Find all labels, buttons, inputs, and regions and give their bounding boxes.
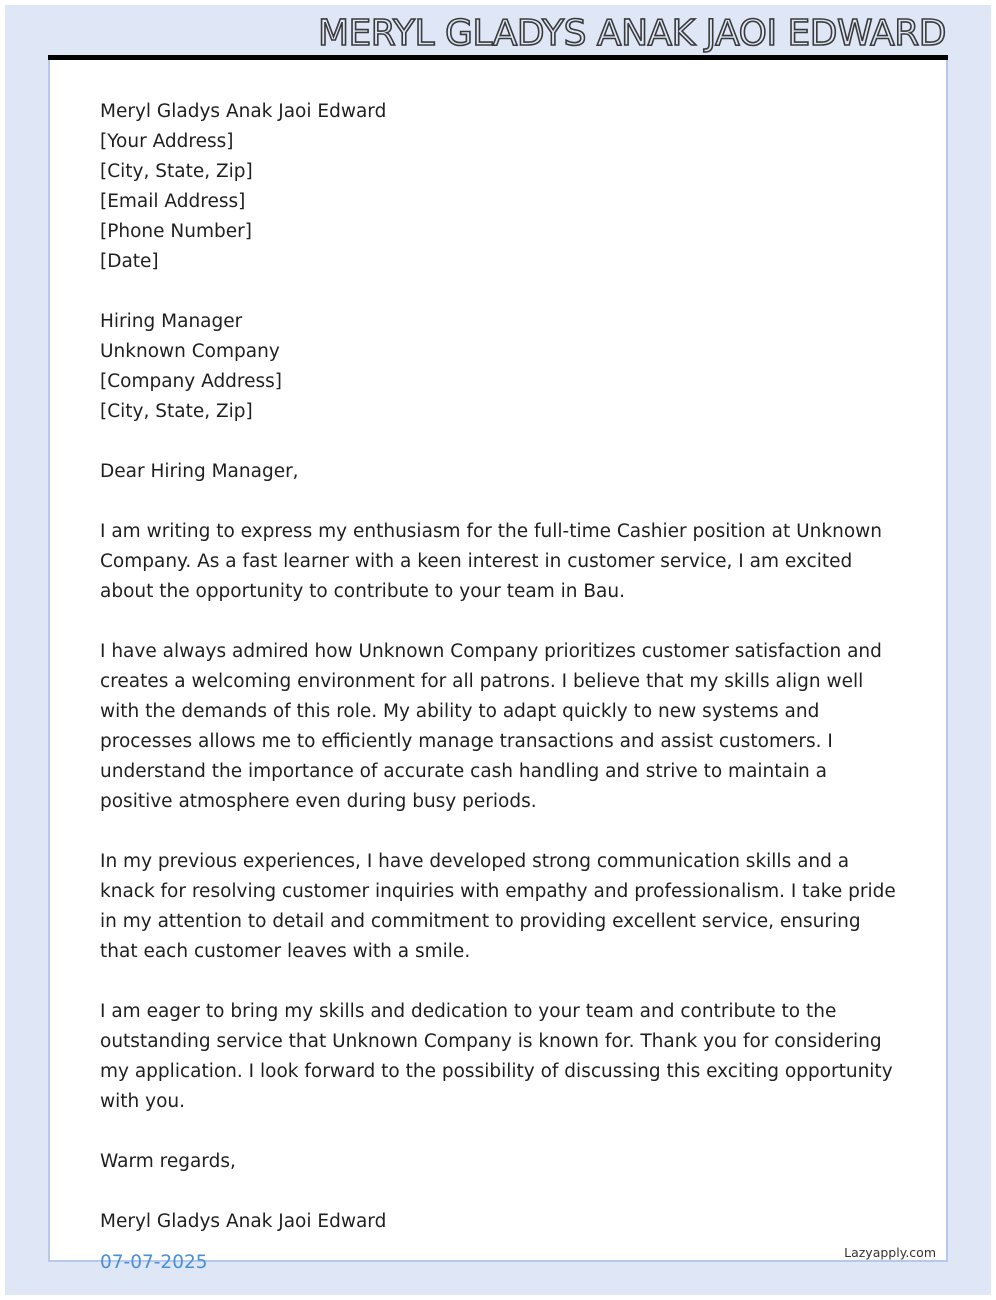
- recipient-company: Unknown Company: [100, 341, 280, 362]
- body-paragraph-1: I am writing to express my enthusiasm for the full-time Cashier position at Unknown Company. As a fast learner with a keen interest in customer service, I am excited about the opportunity to contribute to your team in Bau.: [100, 521, 883, 602]
- salutation: Dear Hiring Manager,: [100, 461, 299, 482]
- sender-city-state-zip: [City, State, Zip]: [100, 161, 253, 182]
- recipient-title: Hiring Manager: [100, 311, 243, 332]
- recipient-address: [Company Address]: [100, 371, 283, 392]
- cover-letter: [100, 97, 900, 1237]
- header-rule: [48, 55, 948, 60]
- body-paragraph-3: In my previous experiences, I have developed strong communication skills and a knack for resolving customer inquiries with empathy and professionalism. I take pride in my attention to detail and commitment to providing excellent service, ensuring that each customer leaves with a smile.: [100, 851, 896, 962]
- sender-phone: [Phone Number]: [100, 221, 252, 242]
- sender-email: [Email Address]: [100, 191, 246, 212]
- header-name: MERYL GLADYS ANAK JAOI EDWARD: [317, 13, 946, 54]
- sender-date: [Date]: [100, 251, 159, 272]
- sender-address: [Your Address]: [100, 131, 234, 152]
- signature-name: Meryl Gladys Anak Jaoi Edward: [100, 1211, 387, 1232]
- watermark-text[interactable]: Lazyapply.com: [844, 1245, 936, 1260]
- recipient-city-state-zip: [City, State, Zip]: [100, 401, 253, 422]
- body-paragraph-4: I am eager to bring my skills and dedication to your team and contribute to the outstanding service that Unknown Company is known for. Thank you for considering my application. I look forward to the possibility of discussing this exciting opportunity with you.: [100, 1001, 893, 1112]
- sender-name: Meryl Gladys Anak Jaoi Edward: [100, 101, 387, 122]
- sender-block: [100, 97, 900, 277]
- body-paragraph-2: I have always admired how Unknown Company prioritizes customer satisfaction and creates a welcoming environment for all patrons. I believe that my skills align well with the demands of this role. My ability to adapt quickly to new systems and processes allows me to efficiently manage transactions and assist customers. I understand the importance of accurate cash handling and strive to maintain a positive atmosphere even during busy periods.: [100, 641, 882, 812]
- footer-date: 07-07-2025: [100, 1252, 208, 1273]
- recipient-block: [100, 307, 900, 427]
- closing: Warm regards,: [100, 1151, 236, 1172]
